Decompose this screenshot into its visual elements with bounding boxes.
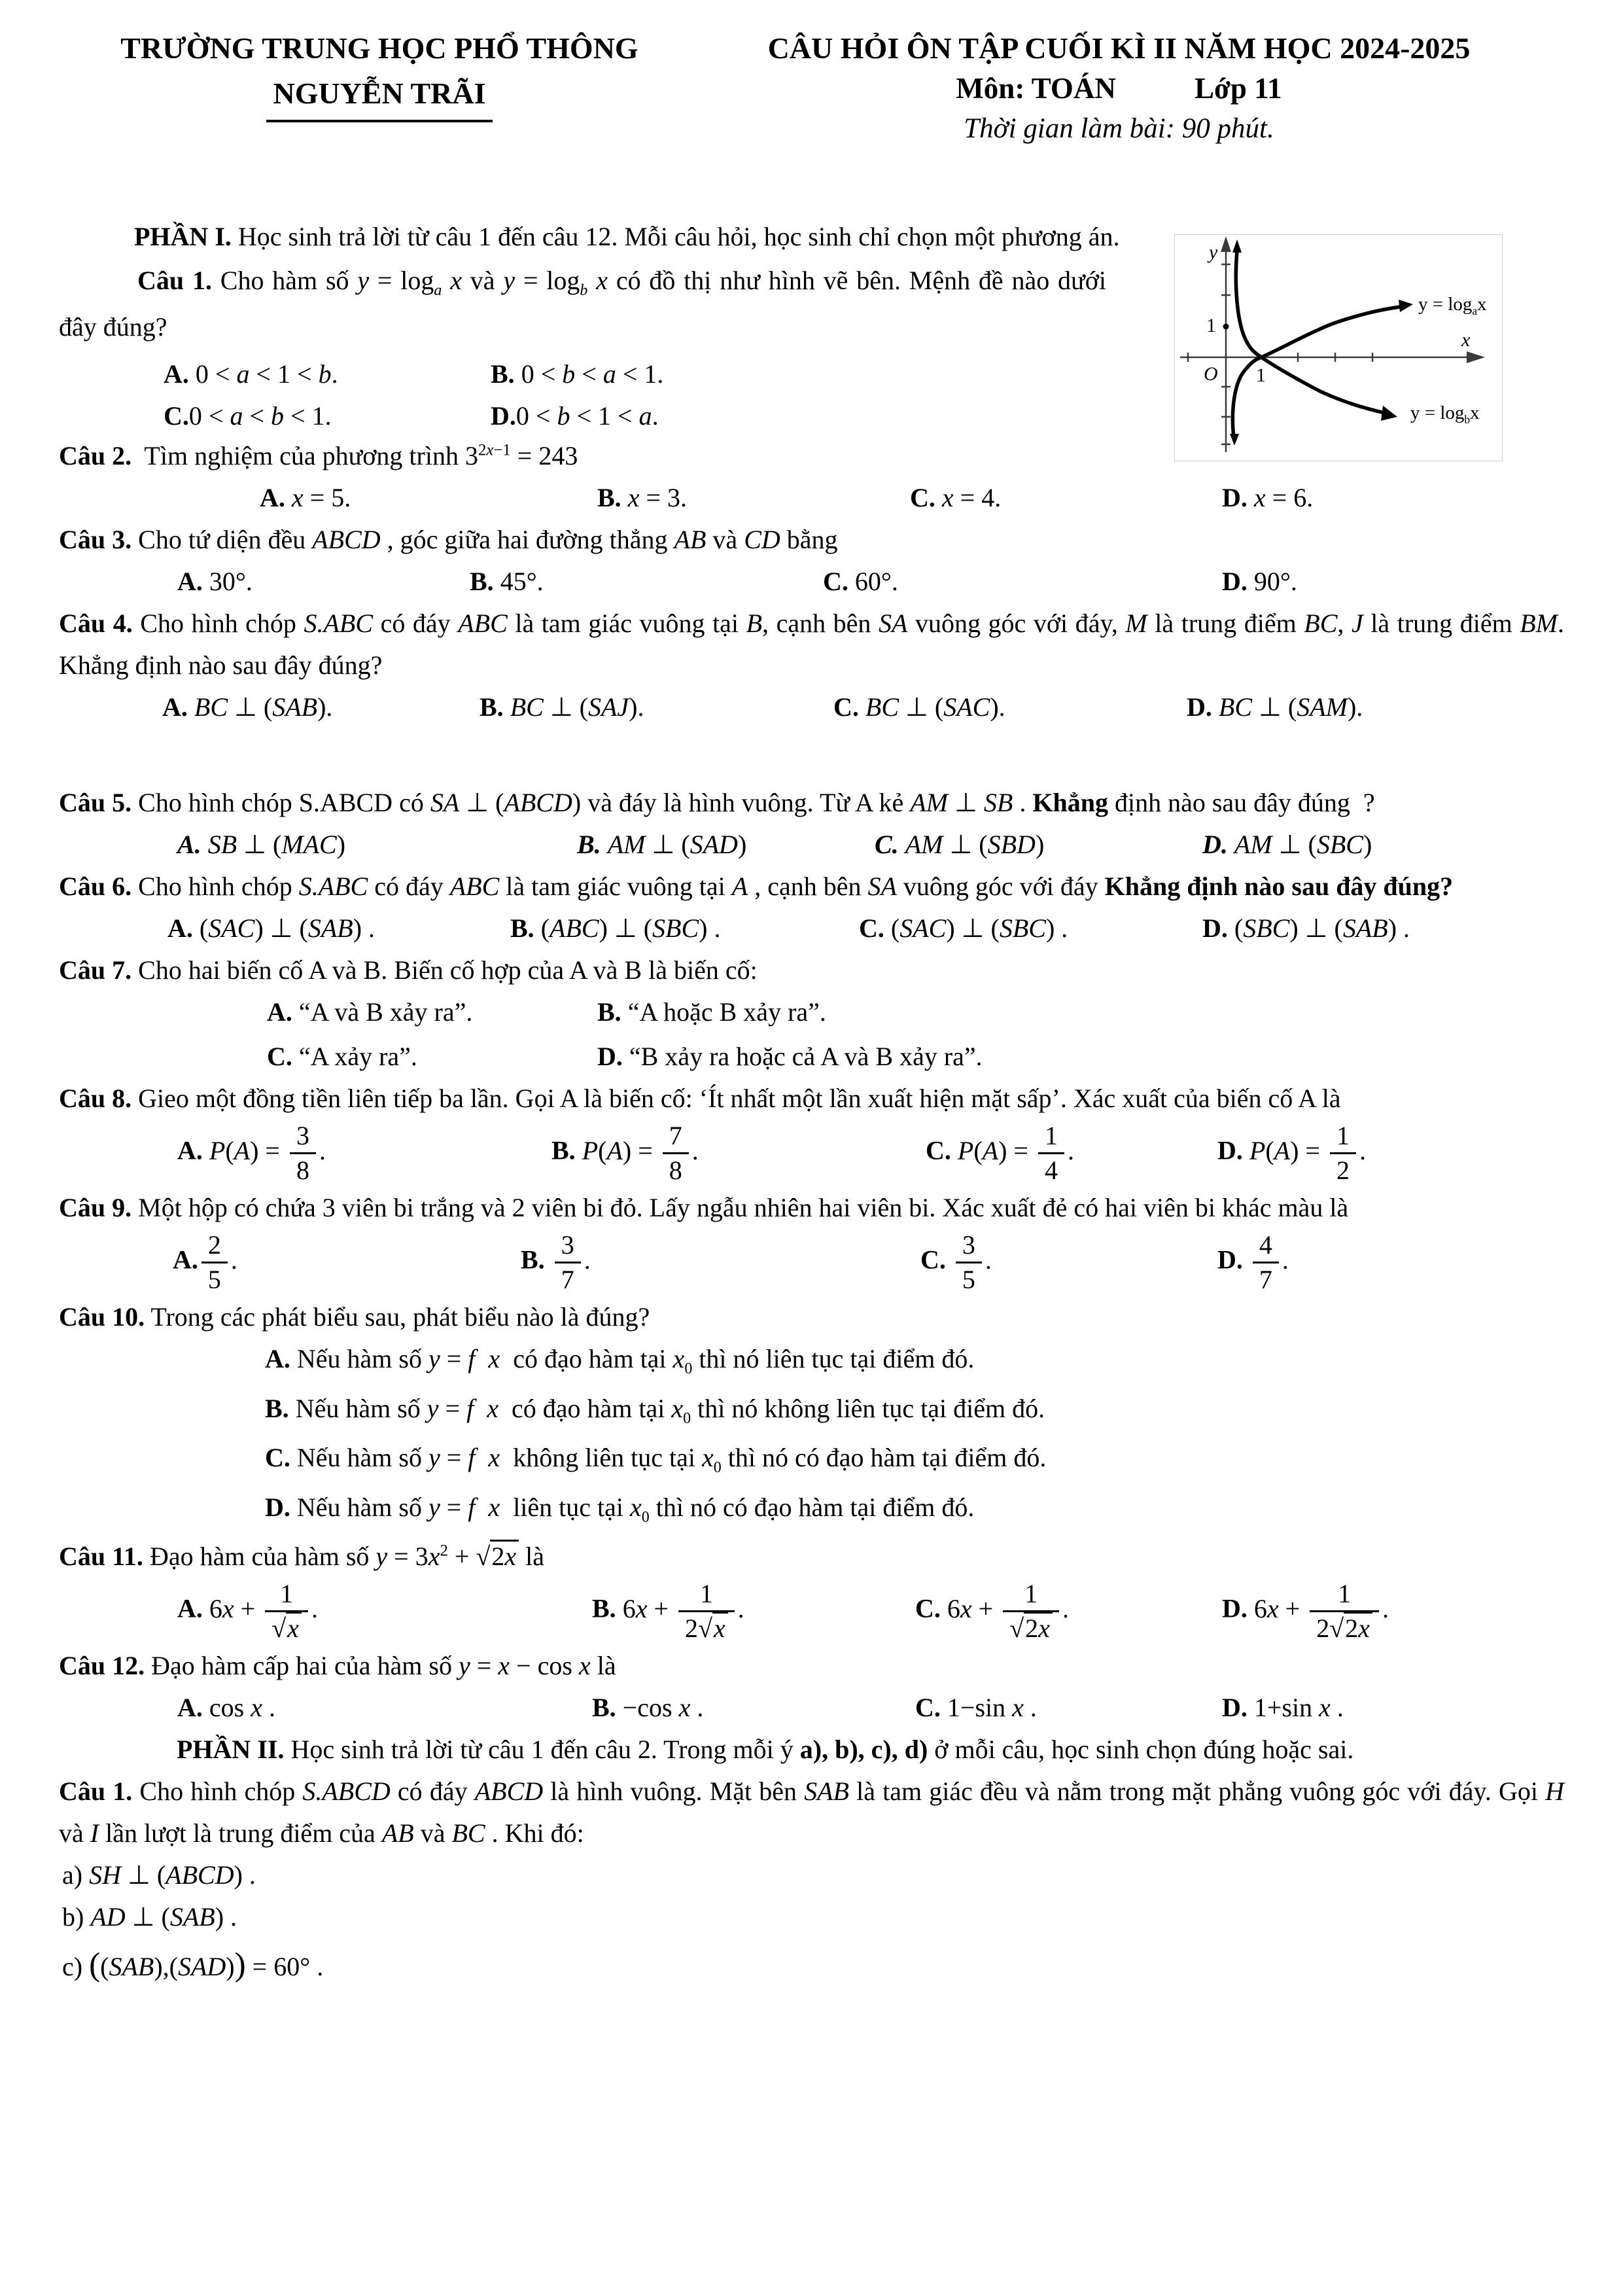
log-functions-graph: [1174, 234, 1503, 461]
option-c: C.0 < a < b < 1.: [164, 401, 332, 431]
part1-label: PHẦN I.: [134, 222, 232, 252]
question-7-options: [59, 991, 1564, 1078]
question-1: [59, 258, 1106, 435]
option-b: B. $\frac{3}{7}$ .: [521, 1229, 920, 1296]
option-c: C. 60°.: [823, 567, 898, 597]
duration: Thời gian làm bài: 90 phút.: [964, 113, 1274, 145]
option-d: D. x = 6.: [1222, 483, 1314, 513]
exam-title-block: [693, 29, 1544, 148]
option-d: D. 6x + $\frac{1}{2√2x}$ .: [1222, 1578, 1564, 1645]
option-b: B. AM ⊥ (SAD): [577, 830, 747, 860]
school-block: [65, 29, 693, 148]
option-d: D. Nếu hàm số y = f x liên tục tại $x_0$ thì nó có đạo hàm tại điểm đó.: [265, 1492, 975, 1526]
option-b: B. Nếu hàm số y = f x có đạo hàm tại $x_0$ thì nó không liên tục tại điểm đó.: [265, 1393, 1045, 1427]
question-11-text: Câu 11. Đạo hàm của hàm số $y = 3x^2 + √2x$ là: [59, 1536, 1564, 1578]
part1-instructions: Học sinh trả lời từ câu 1 đến câu 12. Mỗi câu hỏi, học sinh chỉ chọn một phương án.: [237, 222, 1120, 252]
option-b: B. P(A) = $\frac{7}{8}$ .: [551, 1120, 926, 1187]
question-10: [59, 1296, 1564, 1530]
option-c: C. 6x + $\frac{1}{√2x}$ .: [915, 1578, 1222, 1645]
question-9-options: [59, 1229, 1564, 1296]
option-c: C. $\frac{3}{5}$ .: [920, 1229, 1217, 1296]
curve-b-right-arrow: [1381, 406, 1397, 421]
option-d: D.0 < b < 1 < a.: [491, 401, 659, 431]
option-d: D. 1+sin x .: [1222, 1692, 1344, 1722]
part2-instructions: Học sinh trả lời từ câu 1 đến câu 2. Trong mỗi ý a), b), c), d) ở mỗi câu, học sinh chọn đúng hoặc sai.: [290, 1734, 1354, 1764]
option-d: D. AM ⊥ (SBC): [1202, 830, 1372, 860]
question-4: [59, 603, 1564, 728]
option-d: D. BC ⊥ (SAM).: [1187, 692, 1363, 722]
part2-question-1: [59, 1771, 1564, 1854]
option-c: C. “A xảy ra”.: [267, 1042, 417, 1072]
option-b: B. 6x + $\frac{1}{2√x}$ .: [592, 1578, 915, 1645]
option-a: A. 0 < a < 1 < b.: [164, 359, 338, 389]
school-name-line1: TRƯỜNG TRUNG HỌC PHỔ THÔNG: [120, 31, 638, 65]
option-b: B. 0 < b < a < 1.: [491, 359, 664, 389]
curve-b-equation-label: $y = \log_bx$: [1410, 402, 1480, 426]
option-a: A. $\frac{2}{5}$ .: [173, 1229, 521, 1296]
question-8-options: [59, 1120, 1564, 1187]
part2-q1-item-a: a) SH ⊥ (ABCD) .: [62, 1860, 256, 1890]
part1-heading: [59, 216, 1152, 258]
option-c: C. AM ⊥ (SBD): [875, 830, 1045, 860]
y-tick-dot: [1223, 324, 1229, 330]
subject: Môn: TOÁN: [956, 71, 1116, 105]
question-1-options: [59, 355, 1106, 435]
option-d: D. P(A) = $\frac{1}{2}$ .: [1217, 1120, 1564, 1187]
option-a: A. BC ⊥ (SAB).: [162, 692, 333, 722]
part2-label: PHẦN II.: [177, 1734, 285, 1764]
question-5-text: Câu 5. Cho hình chóp S.ABCD có SA ⊥ (ABCD) và đáy là hình vuông. Từ A kẻ AM ⊥ SB . Khẳng định nào sau đây đúng ?: [59, 788, 1375, 818]
option-a: A. (SAC) ⊥ (SAB) .: [167, 913, 375, 944]
y-axis-arrow: [1221, 236, 1231, 252]
part2-heading: [177, 1729, 1564, 1771]
option-b: B. BC ⊥ (SAJ).: [480, 692, 644, 722]
x-tick-1: 1: [1256, 364, 1266, 386]
option-a: A. 6x + $\frac{1}{√x}$ .: [177, 1578, 592, 1645]
option-b: B. 45°.: [470, 567, 544, 597]
question-6-options: [59, 908, 1564, 949]
option-c: C. P(A) = $\frac{1}{4}$ .: [926, 1120, 1217, 1187]
part2-question-1-text: Câu 1. Cho hình chóp S.ABCD có đáy ABCD là hình vuông. Mặt bên SAB là tam giác đều và nằm trong mặt phẳng vuông góc với đáy. Gọi H và I lần lượt là trung điểm của AB và BC . Khi đó:: [59, 1776, 1565, 1848]
question-9: [59, 1187, 1564, 1296]
option-c: C. BC ⊥ (SAC).: [833, 692, 1005, 722]
question-6: [59, 866, 1564, 949]
option-a: A. 30°.: [177, 567, 253, 597]
question-10-options: [59, 1338, 1564, 1530]
y-tick-1: 1: [1206, 315, 1216, 336]
question-10-text: Câu 10. Trong các phát biểu sau, phát biểu nào là đúng?: [59, 1302, 650, 1332]
question-4-text: Câu 4. Cho hình chóp S.ABC có đáy ABC là tam giác vuông tại B, cạnh bên SA vuông góc với đáy, M là trung điểm BC, J là trung điểm BM. Khẳng định nào sau đây đúng?: [59, 609, 1565, 680]
grade: Lớp 11: [1194, 71, 1282, 105]
header: [0, 0, 1623, 148]
option-c: C. Nếu hàm số y = f x không liên tục tại $x_0$ thì nó có đạo hàm tại điểm đó.: [265, 1443, 1047, 1477]
question-2-text: Câu 2. Tìm nghiệm của phương trình $3^{2x-1} = 243$: [59, 441, 578, 471]
part2-q1-item-b: b) AD ⊥ (SAB) .: [62, 1901, 237, 1932]
question-11-options: [59, 1578, 1564, 1645]
option-a: A. SB ⊥ (MAC): [177, 830, 346, 860]
question-7: [59, 949, 1564, 1078]
question-4-options: [59, 686, 1564, 728]
option-d: D. (SBC) ⊥ (SAB) .: [1202, 913, 1410, 944]
option-a: A. P(A) = $\frac{3}{8}$ .: [177, 1120, 551, 1187]
option-c: C. x = 4.: [910, 483, 1002, 513]
curve-a-right-arrow: [1399, 300, 1413, 312]
option-a: A. cos x .: [177, 1692, 275, 1722]
question-3: [59, 519, 1564, 603]
question-2-options: [59, 477, 1564, 519]
subject-grade-line: [693, 69, 1544, 108]
option-c: C. 1−sin x .: [915, 1692, 1037, 1722]
x-axis-label: x: [1461, 329, 1471, 351]
question-12-options: [59, 1687, 1564, 1729]
option-b: B. “A hoặc B xảy ra”.: [597, 997, 826, 1027]
curve-a-equation-label: $y = \log_ax$: [1418, 294, 1487, 317]
question-5: [59, 782, 1564, 866]
question-9-text: Câu 9. Một hộp có chứa 3 viên bi trắng và 2 viên bi đỏ. Lấy ngẫu nhiên hai viên bi. Xác xuất đẻ có hai viên bi khác màu là: [59, 1193, 1349, 1223]
question-1-text: Câu 1. Cho hàm số $y = \log_a x$ và $y = \log_b x$ có đồ thị như hình vẽ bên. Mệnh đề nào dưới đây đúng?: [59, 266, 1106, 342]
origin-label: O: [1204, 363, 1218, 385]
question-3-options: [59, 561, 1564, 603]
graph-canvas: [1175, 235, 1502, 461]
curve-a-bottom-arrow: [1230, 434, 1239, 446]
school-name-line2: NGUYỄN TRÃI: [266, 69, 492, 123]
question-12: [59, 1645, 1564, 1729]
x-axis-arrow: [1467, 351, 1485, 363]
option-a: A. “A và B xảy ra”.: [267, 997, 473, 1027]
curve-b-top-arrow: [1232, 239, 1242, 253]
option-b: B. x = 3.: [597, 483, 688, 513]
option-d: D. $\frac{4}{7}$ .: [1217, 1229, 1564, 1296]
question-6-text: Câu 6. Cho hình chóp S.ABC có đáy ABC là tam giác vuông tại A , cạnh bên SA vuông góc với đáy Khẳng định nào sau đây đúng?: [59, 872, 1454, 902]
option-c: C. (SAC) ⊥ (SBC) .: [859, 913, 1068, 944]
option-d: D. “B xảy ra hoặc cả A và B xảy ra”.: [597, 1042, 983, 1072]
question-8: [59, 1078, 1564, 1187]
question-8-text: Câu 8. Gieo một đồng tiền liên tiếp ba lần. Gọi A là biến cố: ‘Ít nhất một lần xuất hiện mặt sấp’. Xác xuất của biến cố A là: [59, 1084, 1341, 1114]
question-12-text: Câu 12. Đạo hàm cấp hai của hàm số y = x − cos x là: [59, 1650, 616, 1680]
y-axis-label: y: [1209, 241, 1218, 263]
option-b: B. −cos x .: [592, 1692, 704, 1722]
exam-title: CÂU HỎI ÔN TẬP CUỐI KÌ II NĂM HỌC 2024-2025: [767, 31, 1471, 65]
question-5-options: [59, 824, 1564, 866]
question-3-text: Câu 3. Cho tứ diện đều ABCD , góc giữa hai đường thẳng AB và CD bằng: [59, 525, 838, 555]
option-b: B. (ABC) ⊥ (SBC) .: [510, 913, 721, 944]
option-d: D. 90°.: [1222, 567, 1297, 597]
question-7-text: Câu 7. Cho hai biến cố A và B. Biến cố hợp của A và B là biến cố:: [59, 955, 758, 985]
part2-q1-item-c: c) ((SAB),(SAD)) = 60° .: [62, 1945, 324, 1983]
option-a: A. Nếu hàm số y = f x có đạo hàm tại $x_0$ thì nó liên tục tại điểm đó.: [265, 1344, 975, 1378]
question-11: [59, 1536, 1564, 1645]
option-a: A. x = 5.: [260, 483, 351, 513]
